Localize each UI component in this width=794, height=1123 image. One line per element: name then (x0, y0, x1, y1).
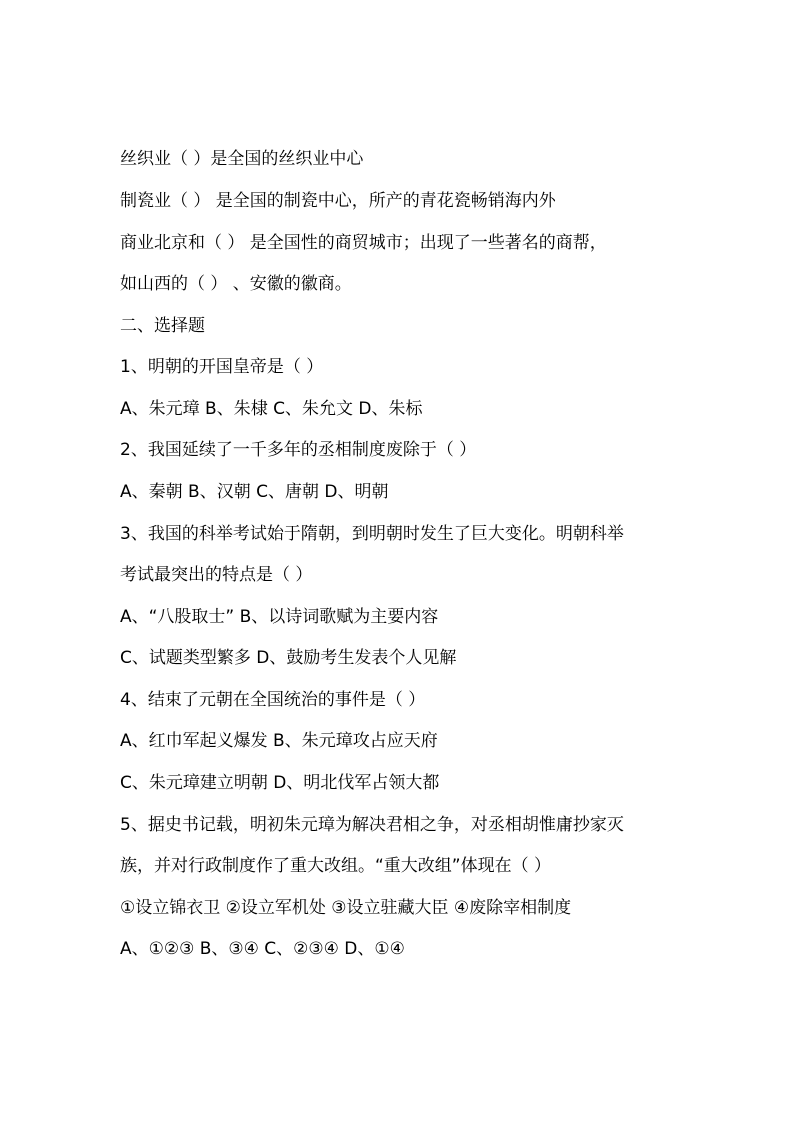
question-3-options-line-2: C、试题类型繁多 D、鼓励考生发表个人见解 (120, 648, 457, 668)
question-1-options: A、朱元璋 B、朱棣 C、朱允文 D、朱标 (120, 399, 423, 419)
question-3-stem-line-2: 考试最突出的特点是（ ） (120, 565, 313, 585)
question-5-stem-line-1: 5、据史书记载，明初朱元璋为解决君相之争，对丞相胡惟庸抄家灭 (120, 815, 624, 835)
section-title: 二、选择题 (120, 316, 205, 336)
question-5-stem-line-2: 族，并对行政制度作了重大改组。“重大改组”体现在（ ） (120, 856, 552, 876)
question-1-stem: 1、明朝的开国皇帝是（ ） (120, 357, 324, 377)
fill-in-commerce-line-1: 商业北京和（ ） 是全国性的商贸城市；出现了一些著名的商帮， (120, 233, 607, 253)
question-3-stem-line-1: 3、我国的科举考试始于隋朝，到明朝时发生了巨大变化。明朝科举 (120, 524, 624, 544)
question-4-options-line-2: C、朱元璋建立明朝 D、明北伐军占领大都 (120, 773, 440, 793)
question-3-options-line-1: A、“八股取士” B、以诗词歌赋为主要内容 (120, 607, 439, 627)
fill-in-porcelain: 制瓷业（ ） 是全国的制瓷中心，所产的青花瓷畅销海内外 (120, 191, 556, 211)
question-5-options: A、①②③ B、③④ C、②③④ D、①④ (120, 939, 405, 959)
question-2-stem: 2、我国延续了一千多年的丞相制度废除于（ ） (120, 440, 477, 460)
question-4-stem: 4、结束了元朝在全国统治的事件是（ ） (120, 690, 426, 710)
question-2-options: A、秦朝 B、汉朝 C、唐朝 D、明朝 (120, 482, 389, 502)
question-5-stem-line-3: ①设立锦衣卫 ②设立军机处 ③设立驻藏大臣 ④废除宰相制度 (120, 898, 572, 918)
fill-in-commerce-line-2: 如山西的（ ） 、安徽的徽商。 (120, 274, 352, 294)
question-4-options-line-1: A、红巾军起义爆发 B、朱元璋攻占应天府 (120, 731, 438, 751)
fill-in-silk: 丝织业（ ）是全国的丝织业中心 (120, 149, 364, 169)
